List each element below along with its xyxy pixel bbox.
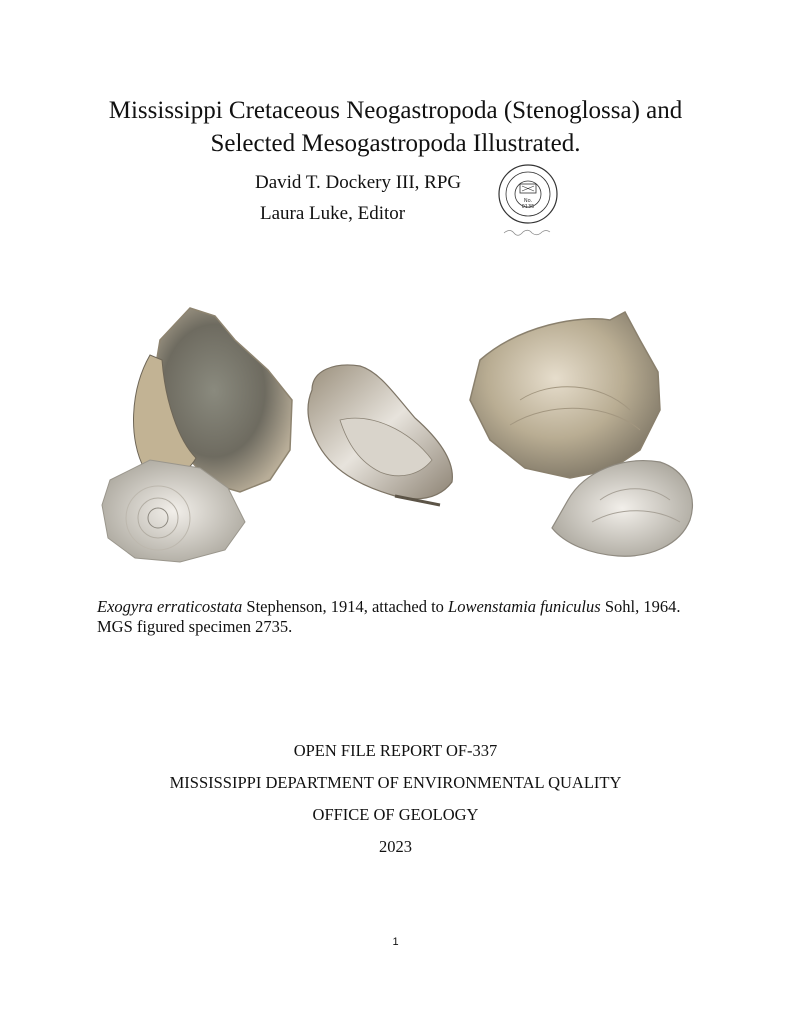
left-specimen <box>102 308 292 562</box>
title-line-2: Selected Mesogastropoda Illustrated. <box>210 130 581 157</box>
figure-caption <box>97 597 697 637</box>
report-number: OPEN FILE REPORT OF-337 <box>293 741 498 760</box>
caption-text-1: Stephenson, 1914, attached to <box>242 597 449 616</box>
middle-specimen <box>308 365 452 505</box>
report-year: 2023 <box>379 837 412 856</box>
svg-text:0135: 0135 <box>521 204 535 210</box>
office-name: OFFICE OF GEOLOGY <box>312 805 479 824</box>
svg-text:No.: No. <box>523 198 533 204</box>
editor-name: Laura Luke, Editor <box>260 203 406 224</box>
right-specimen <box>470 312 692 556</box>
caption-species-1: Exogyra erraticostata <box>97 597 243 616</box>
department-name: MISSISSIPPI DEPARTMENT OF ENVIRONMENTAL QUALITY <box>169 773 622 792</box>
title-line-1: Mississippi Cretaceous Neogastropoda (Stenoglossa) and <box>108 97 683 124</box>
caption-text-2: Sohl, 1964. MGS figured specimen 2735. <box>97 597 681 636</box>
caption-species-2: Lowenstamia funiculus <box>448 597 601 616</box>
report-title <box>0 94 791 160</box>
author-name: David T. Dockery III, RPG <box>255 172 462 193</box>
page-number: 1 <box>392 936 399 948</box>
professional-geologist-seal <box>496 163 560 239</box>
fossil-specimen-photos <box>0 300 791 570</box>
